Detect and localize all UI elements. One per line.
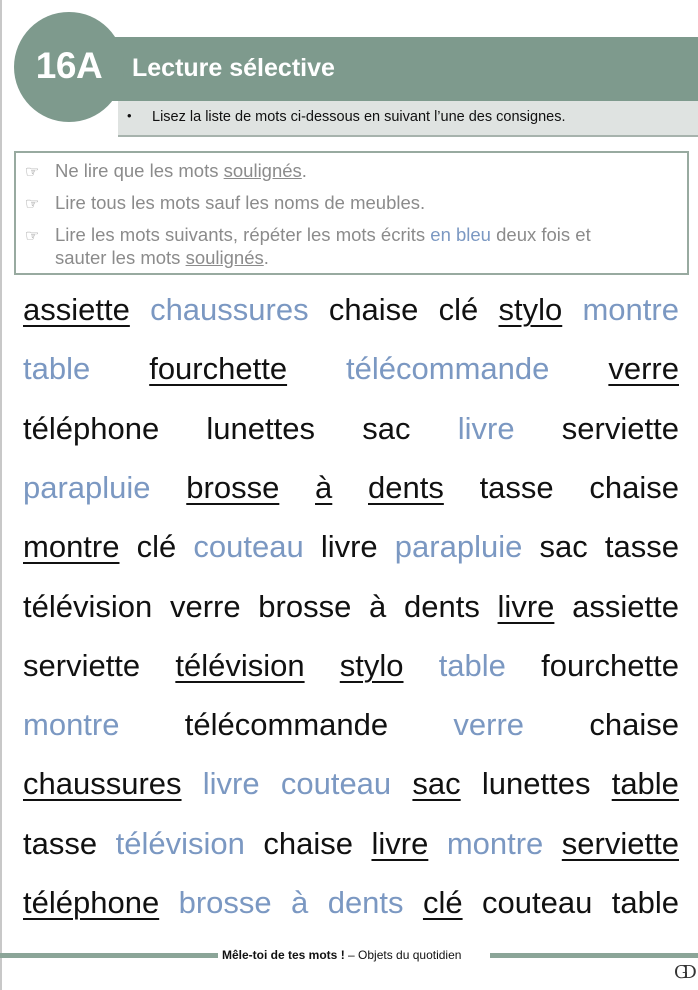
word-line (23, 826, 679, 866)
word-line (23, 351, 679, 391)
word: brosse (258, 588, 352, 624)
footer (222, 948, 461, 962)
word-line (23, 292, 679, 332)
footer-rule-left (0, 953, 218, 958)
word: brosse (178, 885, 272, 920)
word: fourchette (149, 351, 288, 387)
word: clé (136, 529, 177, 565)
footer-rule-right (490, 953, 698, 958)
rule-2 (25, 192, 425, 214)
word: à (369, 588, 387, 624)
rule-underlined-word: soulignés (223, 160, 302, 181)
word: parapluie (23, 469, 151, 505)
footer-book-title: Mêle-toi de tes mots ! (222, 948, 345, 962)
word-line (23, 885, 679, 925)
word: serviette (23, 647, 141, 683)
word: à (291, 885, 309, 920)
left-margin-rule (0, 0, 2, 990)
instruction-bar (118, 101, 698, 137)
word: table (611, 766, 679, 802)
word: assiette (23, 292, 130, 327)
word: serviette (561, 410, 679, 446)
word: table (611, 885, 679, 920)
word: clé (422, 885, 463, 920)
word: couteau (482, 885, 593, 920)
word: serviette (561, 825, 679, 861)
word: montre (582, 292, 679, 327)
rule-text: Lire tous les mots sauf les noms de meubles. (55, 192, 426, 213)
exercise-number: 16A (35, 45, 103, 86)
word-line (23, 707, 679, 747)
word: table (438, 647, 506, 683)
word: sac (539, 529, 588, 565)
word: télécommande (346, 351, 550, 387)
word: dents (327, 885, 404, 920)
word: livre (497, 588, 555, 624)
rule-underlined-word: soulignés (185, 247, 264, 268)
word: tasse (479, 469, 554, 505)
word: lunettes (481, 766, 591, 802)
word-line (23, 470, 679, 510)
rule-3 (25, 224, 591, 246)
word: tasse (604, 529, 679, 565)
word: télévision (23, 588, 153, 624)
word: verre (608, 351, 679, 387)
rule-text: deux fois et (490, 224, 591, 245)
rule-3-continued (55, 247, 269, 269)
rule-text: Ne lire que les mots (55, 160, 224, 181)
word-line (23, 648, 679, 688)
word: télécommande (184, 707, 389, 743)
word: livre (457, 410, 515, 446)
bullet: • (127, 108, 132, 123)
word: chaussures (23, 766, 182, 802)
word-line (23, 411, 679, 451)
word: sac (412, 766, 461, 802)
word: couteau (193, 529, 304, 565)
word-line (23, 529, 679, 569)
word: verre (453, 707, 525, 743)
rule-blue-text: en bleu (430, 224, 491, 245)
rule-text: . (263, 247, 269, 268)
word: à (315, 469, 333, 505)
publisher-logo: GD (674, 962, 691, 983)
word: verre (169, 588, 241, 624)
pointing-hand-icon: ☞ (25, 164, 40, 181)
pointing-hand-icon: ☞ (25, 196, 40, 213)
word: assiette (572, 588, 679, 624)
rule-text: . (301, 160, 307, 181)
word: chaise (589, 707, 679, 743)
word: dents (368, 469, 444, 505)
word: lunettes (206, 410, 315, 446)
word: livre (202, 766, 260, 802)
word: sac (362, 410, 411, 446)
word: montre (23, 529, 120, 565)
word: téléphone (23, 885, 160, 920)
word: télévision (115, 825, 245, 861)
word: chaise (328, 292, 419, 327)
word-line (23, 589, 679, 629)
exercise-number-badge (14, 12, 124, 122)
word: table (23, 351, 91, 387)
word: montre (446, 825, 544, 861)
word-line (23, 766, 679, 806)
word: stylo (498, 292, 563, 327)
page-title: Lecture sélective (132, 54, 335, 82)
rule-text: Lire les mots suivants, répéter les mots écrits (55, 224, 431, 245)
rules-box (14, 151, 689, 275)
word: téléphone (23, 410, 160, 446)
pointing-hand-icon: ☞ (25, 228, 40, 245)
word: couteau (280, 766, 392, 802)
word: chaise (263, 825, 353, 861)
word: livre (320, 529, 378, 565)
word: télévision (175, 647, 305, 683)
word: stylo (339, 647, 404, 683)
word: tasse (23, 825, 98, 861)
rule-1 (25, 160, 307, 182)
word: chaussures (150, 292, 309, 327)
rule-text: sauter les mots (55, 247, 186, 268)
instruction-text: Lisez la liste de mots ci-dessous en suivant l’une des consignes. (152, 109, 566, 125)
word: clé (438, 292, 479, 327)
word: parapluie (394, 529, 523, 565)
word: fourchette (541, 647, 679, 683)
word: dents (404, 588, 480, 624)
footer-subtitle: – Objets du quotidien (344, 948, 462, 962)
word: livre (371, 825, 429, 861)
word: montre (23, 707, 120, 743)
word: brosse (186, 469, 280, 505)
word: chaise (589, 469, 679, 505)
